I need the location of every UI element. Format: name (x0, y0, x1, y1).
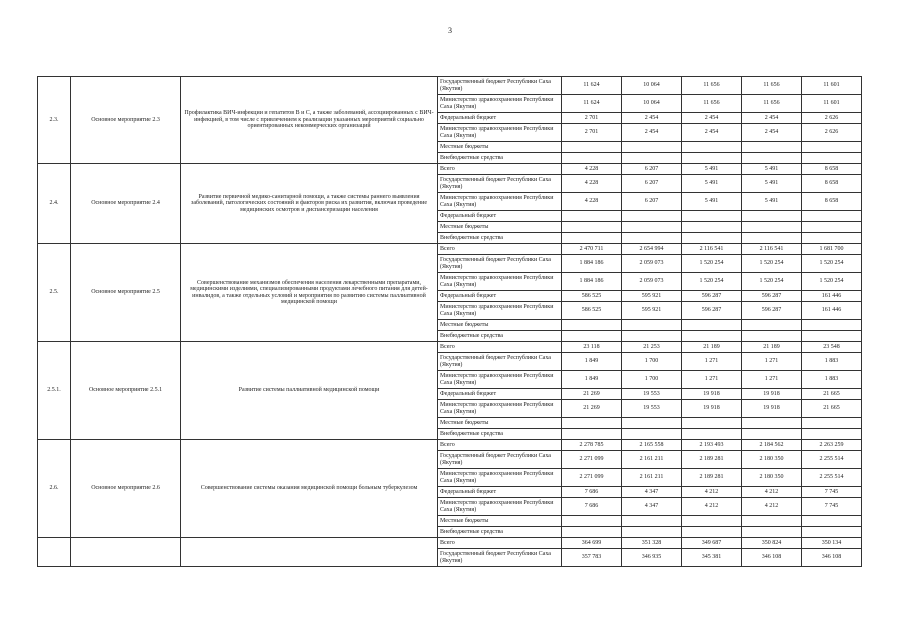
section-number: 2.4. (38, 164, 71, 244)
amount-cell: 2 454 (682, 124, 742, 142)
amount-cell: 2 454 (622, 124, 682, 142)
funding-source: Всего (438, 538, 562, 549)
amount-cell (742, 429, 802, 440)
amount-cell: 21 189 (682, 342, 742, 353)
amount-cell: 2 189 281 (682, 469, 742, 487)
amount-cell: 4 228 (562, 193, 622, 211)
amount-cell: 4 228 (562, 175, 622, 193)
amount-cell: 2 271 099 (562, 469, 622, 487)
table-row (38, 244, 862, 255)
amount-cell (742, 211, 802, 222)
amount-cell: 2 255 514 (802, 451, 862, 469)
amount-cell: 2 165 558 (622, 440, 682, 451)
funding-source: Местные бюджеты (438, 142, 562, 153)
amount-cell: 6 207 (622, 164, 682, 175)
amount-cell: 2 626 (802, 124, 862, 142)
amount-cell: 2 701 (562, 113, 622, 124)
amount-cell: 11 624 (562, 77, 622, 95)
amount-cell (742, 320, 802, 331)
amount-cell: 19 553 (622, 400, 682, 418)
amount-cell: 4 347 (622, 487, 682, 498)
amount-cell: 2 470 711 (562, 244, 622, 255)
amount-cell: 1 883 (802, 353, 862, 371)
amount-cell: 19 918 (682, 400, 742, 418)
amount-cell: 7 686 (562, 487, 622, 498)
section-name: Основное мероприятие 2.5.1 (71, 342, 181, 440)
funding-source: Федеральный бюджет (438, 389, 562, 400)
funding-source: Министерство здравоохранения Республики Саха (Якутия) (438, 302, 562, 320)
amount-cell (622, 142, 682, 153)
amount-cell: 11 624 (562, 95, 622, 113)
section-name: Основное мероприятие 2.3 (71, 77, 181, 164)
funding-source: Местные бюджеты (438, 516, 562, 527)
amount-cell (682, 142, 742, 153)
funding-source: Министерство здравоохранения Республики Саха (Якутия) (438, 371, 562, 389)
funding-source: Местные бюджеты (438, 222, 562, 233)
amount-cell: 21 665 (802, 389, 862, 400)
amount-cell: 5 491 (682, 193, 742, 211)
funding-source: Федеральный бюджет (438, 291, 562, 302)
amount-cell: 1 520 254 (742, 273, 802, 291)
amount-cell (682, 516, 742, 527)
amount-cell: 357 783 (562, 549, 622, 567)
section-number (38, 538, 71, 567)
section-number: 2.6. (38, 440, 71, 538)
amount-cell (802, 516, 862, 527)
funding-source: Всего (438, 244, 562, 255)
funding-source: Внебюджетные средства (438, 527, 562, 538)
amount-cell: 21 665 (802, 400, 862, 418)
amount-cell: 349 687 (682, 538, 742, 549)
amount-cell: 2 116 541 (682, 244, 742, 255)
amount-cell: 23 118 (562, 342, 622, 353)
amount-cell (622, 320, 682, 331)
amount-cell: 11 601 (802, 77, 862, 95)
amount-cell: 1 520 254 (802, 273, 862, 291)
amount-cell: 1 700 (622, 371, 682, 389)
amount-cell (802, 429, 862, 440)
funding-source: Всего (438, 342, 562, 353)
amount-cell (742, 418, 802, 429)
section-name: Основное мероприятие 2.5 (71, 244, 181, 342)
amount-cell: 350 134 (802, 538, 862, 549)
amount-cell (622, 233, 682, 244)
funding-source: Всего (438, 164, 562, 175)
amount-cell (562, 320, 622, 331)
amount-cell (682, 211, 742, 222)
amount-cell (802, 222, 862, 233)
amount-cell: 4 212 (682, 498, 742, 516)
amount-cell (802, 320, 862, 331)
amount-cell: 1 520 254 (802, 255, 862, 273)
table-row (38, 440, 862, 451)
amount-cell: 596 287 (682, 302, 742, 320)
amount-cell: 6 207 (622, 193, 682, 211)
amount-cell: 4 212 (742, 498, 802, 516)
funding-source: Федеральный бюджет (438, 211, 562, 222)
funding-source: Внебюджетные средства (438, 233, 562, 244)
amount-cell (742, 142, 802, 153)
funding-source: Министерство здравоохранения Республики Саха (Якутия) (438, 273, 562, 291)
amount-cell: 595 921 (622, 291, 682, 302)
amount-cell: 2 193 493 (682, 440, 742, 451)
funding-table (37, 76, 862, 567)
amount-cell: 1 271 (682, 371, 742, 389)
amount-cell (622, 222, 682, 233)
amount-cell (562, 429, 622, 440)
amount-cell: 1 271 (742, 371, 802, 389)
amount-cell: 351 328 (622, 538, 682, 549)
amount-cell: 586 525 (562, 291, 622, 302)
amount-cell (562, 418, 622, 429)
amount-cell: 2 454 (682, 113, 742, 124)
funding-source: Государственный бюджет Республики Саха (Якутия) (438, 353, 562, 371)
amount-cell: 21 269 (562, 389, 622, 400)
amount-cell: 1 849 (562, 353, 622, 371)
amount-cell (802, 142, 862, 153)
funding-source: Министерство здравоохранения Республики Саха (Якутия) (438, 95, 562, 113)
amount-cell (802, 153, 862, 164)
amount-cell: 11 601 (802, 95, 862, 113)
amount-cell (562, 153, 622, 164)
funding-source: Министерство здравоохранения Республики Саха (Якутия) (438, 400, 562, 418)
section-description (181, 538, 438, 567)
funding-source: Внебюджетные средства (438, 429, 562, 440)
funding-source: Местные бюджеты (438, 418, 562, 429)
funding-source: Государственный бюджет Республики Саха (Якутия) (438, 77, 562, 95)
amount-cell (562, 222, 622, 233)
amount-cell: 10 064 (622, 95, 682, 113)
amount-cell: 6 207 (622, 175, 682, 193)
amount-cell: 595 921 (622, 302, 682, 320)
amount-cell: 346 935 (622, 549, 682, 567)
amount-cell: 7 745 (802, 487, 862, 498)
section-description: Профилактика ВИЧ-инфекции и гепатитов В и С, а также заболеваний, ассоциированных с ВИЧ-инфекцией, в том числе с привлечением к реализации указанных мероприятий социально ориентированных некоммерческих организаций (181, 77, 438, 164)
amount-cell (622, 429, 682, 440)
section-description: Развитие первичной медико-санитарной помощи, а также системы раннего выявления заболеваний, патологических состояний и факторов риска их развития, включая проведение медицинских осмотров и диспансеризации населения (181, 164, 438, 244)
amount-cell: 2 454 (622, 113, 682, 124)
amount-cell (802, 418, 862, 429)
table-row (38, 164, 862, 175)
amount-cell: 1 271 (682, 353, 742, 371)
amount-cell (682, 222, 742, 233)
amount-cell: 1 520 254 (742, 255, 802, 273)
amount-cell (622, 527, 682, 538)
amount-cell: 4 347 (622, 498, 682, 516)
amount-cell (742, 233, 802, 244)
section-description: Совершенствование системы оказания медицинской помощи больным туберкулезом (181, 440, 438, 538)
amount-cell: 23 548 (802, 342, 862, 353)
section-number: 2.5.1. (38, 342, 71, 440)
page-number: 3 (448, 26, 452, 35)
amount-cell (622, 516, 682, 527)
amount-cell: 1 849 (562, 371, 622, 389)
amount-cell: 1 884 186 (562, 255, 622, 273)
amount-cell: 1 884 186 (562, 273, 622, 291)
amount-cell: 19 918 (742, 400, 802, 418)
amount-cell: 2 654 994 (622, 244, 682, 255)
amount-cell: 11 656 (742, 95, 802, 113)
section-name: Основное мероприятие 2.6 (71, 440, 181, 538)
amount-cell: 2 454 (742, 124, 802, 142)
amount-cell: 586 525 (562, 302, 622, 320)
funding-source: Государственный бюджет Республики Саха (Якутия) (438, 175, 562, 193)
table-row (38, 538, 862, 549)
amount-cell: 2 180 350 (742, 469, 802, 487)
amount-cell (742, 222, 802, 233)
amount-cell: 21 253 (622, 342, 682, 353)
amount-cell: 2 278 785 (562, 440, 622, 451)
amount-cell: 161 446 (802, 302, 862, 320)
amount-cell: 1 271 (742, 353, 802, 371)
amount-cell (742, 527, 802, 538)
amount-cell: 2 271 099 (562, 451, 622, 469)
section-number: 2.3. (38, 77, 71, 164)
amount-cell: 5 491 (682, 175, 742, 193)
funding-source: Федеральный бюджет (438, 487, 562, 498)
amount-cell: 2 161 211 (622, 451, 682, 469)
funding-source: Министерство здравоохранения Республики Саха (Якутия) (438, 498, 562, 516)
amount-cell (802, 331, 862, 342)
amount-cell: 11 656 (682, 95, 742, 113)
amount-cell: 596 287 (682, 291, 742, 302)
funding-source: Внебюджетные средства (438, 153, 562, 164)
amount-cell (622, 418, 682, 429)
amount-cell (682, 527, 742, 538)
amount-cell (682, 153, 742, 164)
table-row (38, 342, 862, 353)
amount-cell (682, 233, 742, 244)
amount-cell (562, 331, 622, 342)
amount-cell: 4 212 (682, 487, 742, 498)
amount-cell: 596 287 (742, 302, 802, 320)
amount-cell: 1 883 (802, 371, 862, 389)
section-description: Совершенствование механизмов обеспечения населения лекарственными препаратами, медицинскими изделиями, специализированными продуктами лечебного питания для детей-инвалидов, а также отдельных условий и мероприятия по развитию системы паллиативной медицинской помощи (181, 244, 438, 342)
amount-cell: 1 520 254 (682, 273, 742, 291)
amount-cell: 1 681 700 (802, 244, 862, 255)
table-row (38, 77, 862, 95)
amount-cell: 10 064 (622, 77, 682, 95)
amount-cell: 19 918 (682, 389, 742, 400)
amount-cell: 345 381 (682, 549, 742, 567)
funding-source: Внебюджетные средства (438, 331, 562, 342)
funding-source: Местные бюджеты (438, 320, 562, 331)
amount-cell (622, 153, 682, 164)
section-description: Развитие системы паллиативной медицинской помощи (181, 342, 438, 440)
amount-cell: 2 701 (562, 124, 622, 142)
amount-cell: 5 491 (682, 164, 742, 175)
amount-cell: 2 184 562 (742, 440, 802, 451)
amount-cell (562, 527, 622, 538)
amount-cell: 11 656 (742, 77, 802, 95)
amount-cell: 364 699 (562, 538, 622, 549)
amount-cell: 8 658 (802, 164, 862, 175)
amount-cell (682, 418, 742, 429)
amount-cell: 1 700 (622, 353, 682, 371)
amount-cell: 8 658 (802, 193, 862, 211)
funding-source: Министерство здравоохранения Республики Саха (Якутия) (438, 193, 562, 211)
amount-cell: 5 491 (742, 193, 802, 211)
amount-cell (742, 516, 802, 527)
amount-cell (802, 211, 862, 222)
amount-cell: 350 824 (742, 538, 802, 549)
amount-cell (682, 331, 742, 342)
amount-cell: 346 108 (802, 549, 862, 567)
funding-source: Государственный бюджет Республики Саха (Якутия) (438, 451, 562, 469)
amount-cell (622, 331, 682, 342)
amount-cell: 7 686 (562, 498, 622, 516)
funding-source: Всего (438, 440, 562, 451)
amount-cell: 2 180 350 (742, 451, 802, 469)
amount-cell: 2 161 211 (622, 469, 682, 487)
amount-cell: 161 446 (802, 291, 862, 302)
amount-cell (562, 211, 622, 222)
amount-cell: 4 212 (742, 487, 802, 498)
amount-cell: 2 626 (802, 113, 862, 124)
funding-source: Министерство здравоохранения Республики Саха (Якутия) (438, 469, 562, 487)
funding-source: Государственный бюджет Республики Саха (Якутия) (438, 255, 562, 273)
amount-cell: 11 656 (682, 77, 742, 95)
amount-cell: 2 059 073 (622, 273, 682, 291)
amount-cell (562, 233, 622, 244)
amount-cell: 2 116 541 (742, 244, 802, 255)
section-number: 2.5. (38, 244, 71, 342)
amount-cell: 2 454 (742, 113, 802, 124)
amount-cell: 8 658 (802, 175, 862, 193)
amount-cell: 5 491 (742, 175, 802, 193)
amount-cell: 346 108 (742, 549, 802, 567)
amount-cell (682, 320, 742, 331)
amount-cell (622, 211, 682, 222)
amount-cell: 21 269 (562, 400, 622, 418)
funding-source: Министерство здравоохранения Республики Саха (Якутия) (438, 124, 562, 142)
amount-cell: 596 287 (742, 291, 802, 302)
amount-cell: 2 189 281 (682, 451, 742, 469)
amount-cell (742, 331, 802, 342)
amount-cell: 5 491 (742, 164, 802, 175)
amount-cell: 4 228 (562, 164, 622, 175)
amount-cell: 2 059 073 (622, 255, 682, 273)
amount-cell (742, 153, 802, 164)
amount-cell (682, 429, 742, 440)
amount-cell (802, 233, 862, 244)
amount-cell: 19 553 (622, 389, 682, 400)
amount-cell (562, 516, 622, 527)
amount-cell (802, 527, 862, 538)
funding-source: Федеральный бюджет (438, 113, 562, 124)
section-name: Основное мероприятие 2.4 (71, 164, 181, 244)
section-name (71, 538, 181, 567)
funding-source: Государственный бюджет Республики Саха (Якутия) (438, 549, 562, 567)
amount-cell: 2 263 259 (802, 440, 862, 451)
amount-cell: 2 255 514 (802, 469, 862, 487)
amount-cell: 19 918 (742, 389, 802, 400)
amount-cell: 1 520 254 (682, 255, 742, 273)
amount-cell: 7 745 (802, 498, 862, 516)
amount-cell: 21 189 (742, 342, 802, 353)
amount-cell (562, 142, 622, 153)
